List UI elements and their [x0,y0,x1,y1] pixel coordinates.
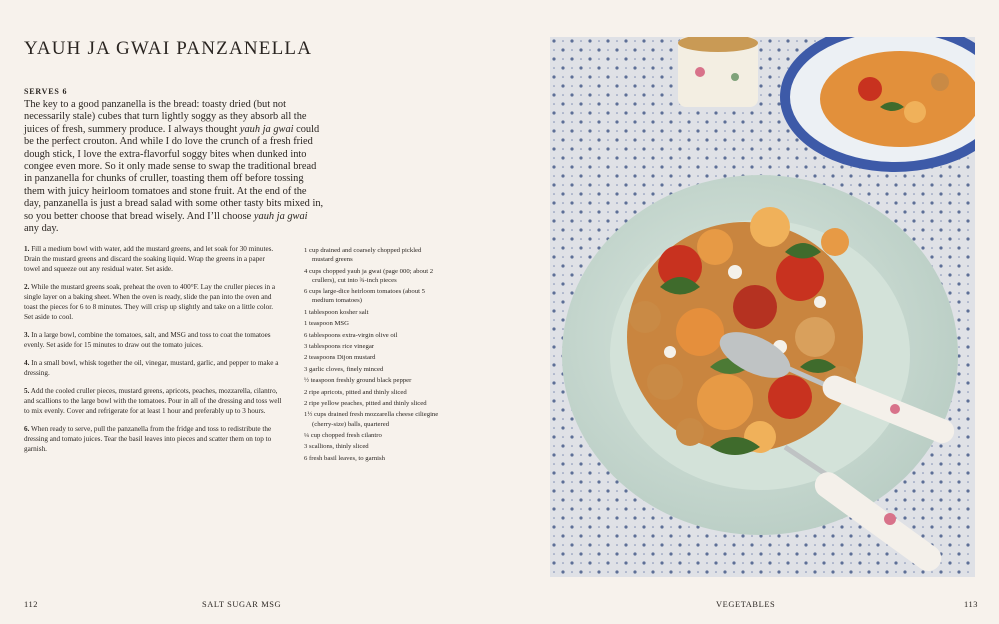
right-page [540,0,999,624]
page-number-right: 113 [964,600,979,609]
step-number: 3. [24,331,30,339]
ingredient-item: ¼ cup chopped fresh cilantro [304,431,382,439]
step-text: Add the cooled cruller pieces, mustard greens, apricots, peaches, mozzarella, cilantro, and scallions to the large bowl with the tomatoes. Pour in all of the dressing and toss well to mix evenly. Cover and refrigerate for at least 1 hour and preferably up to 3 hours. [24,387,282,415]
tea-cup [678,37,758,107]
intro-text: The key to a good panzanella is the bread: toasty dried (but not necessarily stale) cubes that turn lightly soggy as they absorb all the juices of fresh, summery produce. I always thought [24,99,307,135]
running-head-right: VEGETABLES [716,600,776,609]
step-number: 2. [24,283,30,291]
step-text: When ready to serve, pull the panzanella from the fridge and toss to redistribute the dressing and tomato juices. Tear the basil leaves into pieces and scatter them on top to garnish. [24,425,272,453]
ingredient-item: 1 teaspoon MSG [304,320,349,328]
ingredient-item: 3 garlic cloves, finely minced [304,365,384,373]
step-number: 1. [24,245,30,253]
photo-illustration [550,37,975,577]
intro-paragraph [24,99,324,235]
running-head-left: SALT SUGAR MSG [202,600,282,609]
method-step [24,244,282,274]
method-steps [24,244,282,462]
method-step [24,386,282,416]
step-text: In a small bowl, whisk together the oil, vinegar, mustard, garlic, and pepper to make a dressing. [24,359,279,377]
serves-label: SERVES 6 [24,87,68,96]
ingredient-item: 6 cups large-dice heirloom tomatoes (about 5 medium tomatoes) [304,288,425,305]
side-bowl [785,37,975,167]
ingredient-item: 1 cup drained and coarsely chopped pickled mustard greens [304,247,422,264]
ingredient-item: 6 fresh basil leaves, to garnish [304,454,385,462]
ingredient-item: 6 tablespoons extra-virgin olive oil [304,331,398,339]
ingredient-item: 1½ cups drained fresh mozzarella cheese ciliegine (cherry-size) balls, quartered [304,411,439,428]
step-text: While the mustard greens soak, preheat the oven to 400°F. Lay the cruller pieces in a single layer on a baking sheet. When the oven is ready, slide the pan into the oven and toast the pieces for 6 to 8 minutes. They will crisp up slightly and take on a little color. Set aside to cool. [24,283,276,321]
recipe-title: YAUH JA GWAI PANZANELLA [24,38,313,59]
method-step [24,330,282,350]
ingredient-item: 3 scallions, thinly sliced [304,443,369,451]
ingredient-item: 2 ripe apricots, pitted and thinly sliced [304,388,407,396]
method-step [24,424,282,454]
ingredient-item: 3 tablespoons rice vinegar [304,342,375,350]
ingredient-item: ½ teaspoon freshly ground black pepper [304,377,412,385]
ingredient-item: 2 teaspoons Dijon mustard [304,354,376,362]
intro-italic-text: yauh ja gwai [239,123,294,135]
step-number: 5. [24,387,30,395]
step-number: 6. [24,425,30,433]
ingredients-list [304,246,444,465]
method-step [24,358,282,378]
ingredient-item: 1 tablespoon kosher salt [304,308,369,316]
step-text: Fill a medium bowl with water, add the mustard greens, and let soak for 30 minutes. Drain the mustard greens and discard the soaking liquid. Wrap the greens in a paper towel and squeeze out any residual water. Set aside. [24,245,274,273]
step-text: In a large bowl, combine the tomatoes, salt, and MSG and toss to coat the tomatoes evenly. Set aside for 15 minutes to draw out the tomato juices. [24,331,271,349]
intro-text: could be the perfect crouton. And while I do love the crunch of a fresh fried dough stick, I love the extra-flavorful soggy bites when dunked into congee even more. So it only made sense to swap the traditional bread in panzanella for chunks of cruller, toasting them off before tossing them with juicy heirloom tomatoes and stone fruit. At the end of the day, panzanella is just a bread salad with some other tasty bits mixed in, so you better choose that bread wisely. And I’ll choose [24,123,324,222]
intro-italic-text: yauh ja gwai [253,210,308,222]
ingredient-item: 2 ripe yellow peaches, pitted and thinly sliced [304,399,427,407]
ingredient-item: 4 cups chopped yauh ja gwai (page 000; about 2 crullers), cut into ¾-inch pieces [304,267,434,284]
method-step [24,282,282,322]
intro-text: any day. [24,223,59,235]
step-number: 4. [24,359,30,367]
panzanella-photo [550,37,975,577]
page-number-left: 112 [24,600,39,609]
